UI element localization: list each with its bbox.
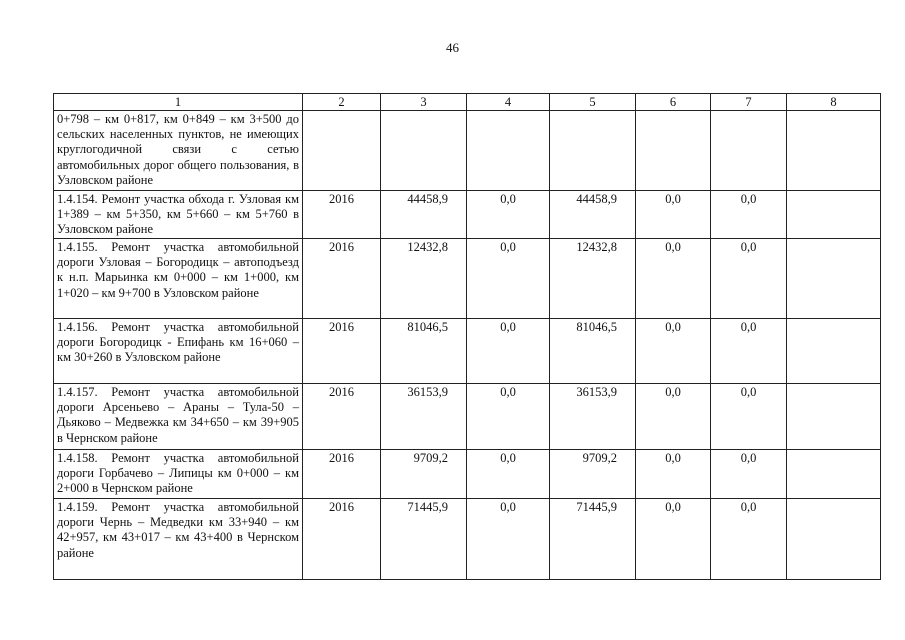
road-repair-table — [53, 93, 881, 580]
row-col6: 0,0 — [636, 384, 711, 450]
row-year: 2016 — [303, 191, 381, 239]
row-description: 1.4.159. Ремонт участка автомобильной дороги Чернь – Медведки км 33+940 – км 42+957, км 43+017 – км 43+400 в Чернском районе — [54, 499, 303, 580]
row-description: 1.4.158. Ремонт участка автомобильной дороги Горбачево – Липицы км 0+000 – км 2+000 в Чернском районе — [54, 450, 303, 499]
row-col5: 44458,9 — [550, 191, 636, 239]
row-col4: 0,0 — [467, 384, 550, 450]
row-col8 — [787, 239, 881, 319]
row-col7: 0,0 — [711, 319, 787, 384]
row-year: 2016 — [303, 384, 381, 450]
column-header: 5 — [550, 94, 636, 111]
row-col3: 36153,9 — [381, 384, 467, 450]
row-col4: 0,0 — [467, 191, 550, 239]
row-col8 — [787, 450, 881, 499]
row-col4 — [467, 111, 550, 191]
table-row — [54, 319, 881, 384]
table-row — [54, 239, 881, 319]
table-row — [54, 384, 881, 450]
row-col6: 0,0 — [636, 319, 711, 384]
column-header: 3 — [381, 94, 467, 111]
row-description: 1.4.157. Ремонт участка автомобильной дороги Арсеньево – Араны – Тула-50 – Дьяково – Медвежка км 34+650 – км 39+905 в Чернском районе — [54, 384, 303, 450]
column-header: 7 — [711, 94, 787, 111]
row-col4: 0,0 — [467, 319, 550, 384]
row-col4: 0,0 — [467, 450, 550, 499]
row-col5: 9709,2 — [550, 450, 636, 499]
row-col7: 0,0 — [711, 191, 787, 239]
row-col3: 71445,9 — [381, 499, 467, 580]
row-col7: 0,0 — [711, 239, 787, 319]
table-row — [54, 191, 881, 239]
row-col6: 0,0 — [636, 499, 711, 580]
column-header: 4 — [467, 94, 550, 111]
row-col4: 0,0 — [467, 239, 550, 319]
row-col3: 9709,2 — [381, 450, 467, 499]
row-col3: 81046,5 — [381, 319, 467, 384]
row-col3 — [381, 111, 467, 191]
row-year: 2016 — [303, 239, 381, 319]
row-col8 — [787, 319, 881, 384]
row-col5: 71445,9 — [550, 499, 636, 580]
column-header: 8 — [787, 94, 881, 111]
row-col5: 81046,5 — [550, 319, 636, 384]
table-row — [54, 111, 881, 191]
row-col7 — [711, 111, 787, 191]
row-col3: 44458,9 — [381, 191, 467, 239]
row-col8 — [787, 499, 881, 580]
header-row — [54, 94, 881, 111]
row-col7: 0,0 — [711, 450, 787, 499]
row-col7: 0,0 — [711, 499, 787, 580]
row-col8 — [787, 191, 881, 239]
row-description: 0+798 – км 0+817, км 0+849 – км 3+500 до сельских населенных пунктов, не имеющих круглогодичной связи с сетью автомобильных дорог общего пользования, в Узловском районе — [54, 111, 303, 191]
row-col6: 0,0 — [636, 450, 711, 499]
row-col6: 0,0 — [636, 191, 711, 239]
row-col6: 0,0 — [636, 239, 711, 319]
row-col8 — [787, 111, 881, 191]
column-header: 2 — [303, 94, 381, 111]
row-year: 2016 — [303, 319, 381, 384]
column-header: 1 — [54, 94, 303, 111]
row-col6 — [636, 111, 711, 191]
row-description: 1.4.155. Ремонт участка автомобильной дороги Узловая – Богородицк – автоподъезд к н.п. Марьинка км 0+000 – км 1+000, км 1+020 – км 9+700 в Узловском районе — [54, 239, 303, 319]
row-col4: 0,0 — [467, 499, 550, 580]
row-col3: 12432,8 — [381, 239, 467, 319]
column-header: 6 — [636, 94, 711, 111]
table-row — [54, 450, 881, 499]
page-number: 46 — [446, 40, 459, 55]
row-col7: 0,0 — [711, 384, 787, 450]
row-year: 2016 — [303, 450, 381, 499]
row-col5 — [550, 111, 636, 191]
row-col5: 12432,8 — [550, 239, 636, 319]
table-row — [54, 499, 881, 580]
row-col8 — [787, 384, 881, 450]
row-year — [303, 111, 381, 191]
row-description: 1.4.154. Ремонт участка обхода г. Узловая км 1+389 – км 5+350, км 5+660 – км 5+760 в Узловском районе — [54, 191, 303, 239]
row-year: 2016 — [303, 499, 381, 580]
row-description: 1.4.156. Ремонт участка автомобильной дороги Богородицк - Епифань км 16+060 – км 30+260 в Узловском районе — [54, 319, 303, 384]
row-col5: 36153,9 — [550, 384, 636, 450]
